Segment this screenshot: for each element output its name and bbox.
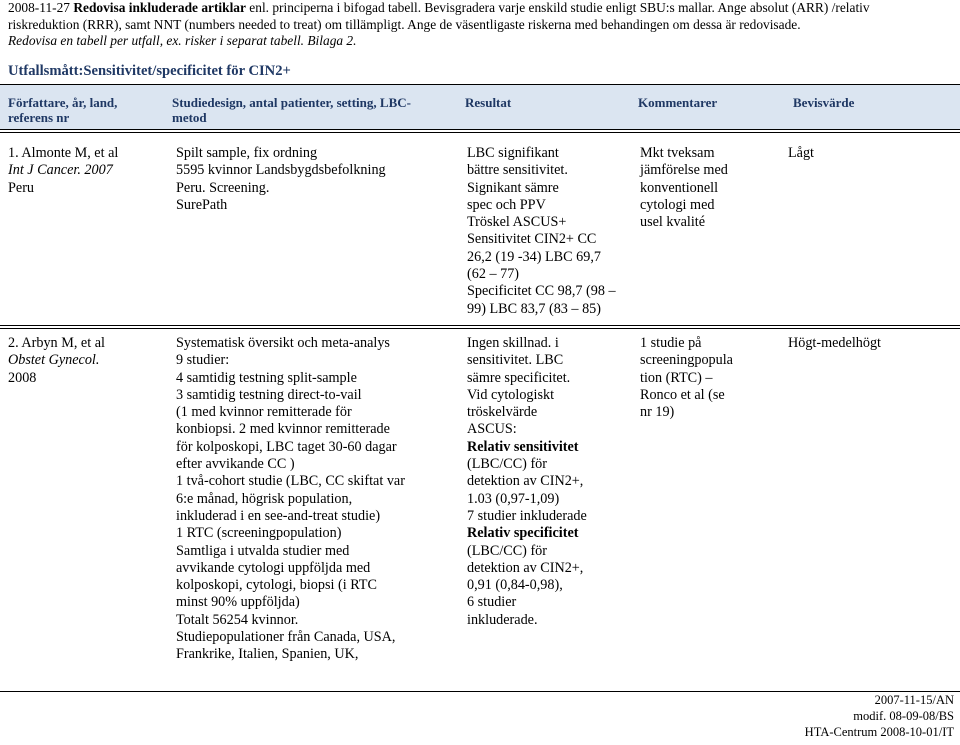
col-evidence-header: Bevisvärde [793, 95, 855, 110]
design-line: Spilt sample, fix ordning [176, 145, 318, 161]
result-line: 26,2 (19 -34) LBC 69,7 [467, 248, 601, 265]
design-line: avvikande cytologi uppföljda med [176, 559, 371, 576]
result-line: 0,91 (0,84-0,98), [467, 577, 563, 594]
footer-line: 2007-11-15/AN [874, 693, 954, 707]
author-line: 1. Almonte M, et al [8, 145, 119, 161]
author-line: 2008 [8, 369, 37, 386]
result-line: sensitivitet. LBC [467, 352, 564, 369]
section-title: Utfallsmått:Sensitivitet/specificitet för CIN2+ [8, 63, 291, 79]
footer-line: HTA-Centrum 2008-10-01/IT [804, 725, 954, 739]
comments-line: tion (RTC) – [640, 369, 713, 386]
result-line: Sensitivitet CIN2+ CC [467, 231, 597, 248]
comments-line: 1 studie på [640, 335, 702, 351]
result-line: 1.03 (0,97-1,09) [467, 490, 560, 507]
col-design-header [172, 96, 411, 125]
comments-line: cytologi med [640, 196, 715, 213]
design-line: Systematisk översikt och meta-analys [176, 335, 390, 351]
result-line: (LBC/CC) för [467, 542, 547, 559]
result-cell [467, 145, 616, 318]
comments-line: Mkt tveksam [640, 145, 715, 161]
table-header [0, 84, 960, 130]
col-comments-header: Kommentarer [638, 95, 718, 110]
result-line: Specificitet CC 98,7 (98 – [467, 283, 616, 300]
design-line: för kolposkopi, LBC taget 30-60 dagar [176, 438, 397, 455]
design-cell [176, 145, 386, 214]
evidence-cell [788, 335, 881, 352]
design-line: kolposkopi, cytologi, biopsi (i RTC [176, 577, 377, 594]
result-line: bättre sensitivitet. [467, 162, 568, 179]
instructions-line-3: Redovisa en tabell per utfall, ex. risker i separat tabell. Bilaga 2. [8, 33, 357, 48]
design-line: 1 RTC (screeningpopulation) [176, 525, 342, 542]
header-date: 2008-11-27 [8, 0, 70, 15]
design-line: 5595 kvinnor Landsbygdsbefolkning [176, 162, 386, 179]
design-line: Studiepopulationer från Canada, USA, [176, 629, 396, 646]
result-line: detektion av CIN2+, [467, 559, 584, 576]
result-cell [467, 335, 587, 629]
author-cell [8, 145, 118, 197]
result-line: 7 studier inkluderade [467, 507, 587, 524]
design-line: 9 studier: [176, 352, 230, 369]
result-line: ASCUS: [467, 421, 517, 438]
col-author-header [8, 96, 117, 125]
instructions-header [8, 0, 953, 50]
col-design-line2: metod [172, 109, 207, 125]
comments-line: screeningpopula [640, 352, 733, 369]
footer-stamp [805, 692, 954, 740]
design-line: (1 med kvinnor remitterade för [176, 404, 352, 421]
design-line: 4 samtidig testning split-sample [176, 369, 357, 386]
design-line: SurePath [176, 196, 228, 213]
result-line: Relativ sensitivitet [467, 438, 579, 455]
comments-cell [640, 335, 733, 421]
table-row [0, 132, 960, 326]
result-line: (62 – 77) [467, 266, 520, 283]
design-line: Frankrike, Italien, Spanien, UK, [176, 646, 359, 663]
author-line: 2. Arbyn M, et al [8, 335, 105, 351]
design-line: minst 90% uppföljda) [176, 594, 300, 611]
design-line: 6:e månad, högrisk population, [176, 490, 353, 507]
design-cell [176, 335, 405, 664]
table-row [0, 328, 960, 692]
author-line: Int J Cancer. 2007 [8, 162, 113, 179]
instructions-line-2: riskreduktion (RRR), samt NNT (numbers needed to treat) om tillämpligt. Ange de väsentligaste riskerna med behandingen om dessa är redovisade. [8, 16, 801, 32]
design-line: konbiopsi. 2 med kvinnor remitterade [176, 421, 390, 438]
design-line: inkluderad i en see-and-treat studie) [176, 507, 381, 524]
col-author-line1: Författare, år, land, [8, 95, 118, 110]
result-line: Tröskel ASCUS+ [467, 214, 567, 231]
footer-line: modif. 08-09-08/BS [853, 709, 954, 723]
design-line: efter avvikande CC ) [176, 456, 295, 473]
evidence-cell [788, 145, 814, 162]
result-line: 99) LBC 83,7 (83 – 85) [467, 300, 601, 317]
evidence-line: Lågt [788, 145, 814, 161]
col-result-header: Resultat [465, 95, 512, 110]
result-line: detektion av CIN2+, [467, 473, 584, 490]
comments-cell [640, 145, 728, 231]
header-line1-text: enl. principerna i bifogad tabell. Bevisgradera varje enskild studie enligt SBU:s mallar. Ange absolut (ARR) /relativ [245, 0, 870, 15]
header-bold-phrase: Redovisa inkluderade artiklar [73, 0, 246, 15]
comments-line: konventionell [640, 179, 719, 196]
design-line: Peru. Screening. [176, 179, 270, 196]
comments-line: Ronco et al (se [640, 386, 725, 403]
design-line: 3 samtidig testning direct-to-vail [176, 386, 362, 403]
result-line: spec och PPV [467, 196, 546, 213]
design-line: Samtliga i utvalda studier med [176, 542, 350, 559]
evidence-line: Högt-medelhögt [788, 335, 881, 351]
author-cell [8, 335, 105, 387]
result-line: LBC signifikant [467, 145, 559, 161]
result-line: Vid cytologiskt [467, 386, 555, 403]
design-line: Totalt 56254 kvinnor. [176, 611, 299, 628]
result-line: inkluderade. [467, 611, 538, 628]
result-line: 6 studier [467, 594, 517, 611]
result-line: Ingen skillnad. i [467, 335, 559, 351]
comments-line: jämförelse med [640, 162, 728, 179]
result-line: sämre specificitet. [467, 369, 571, 386]
instructions-line-1 [8, 0, 953, 17]
comments-line: usel kvalité [640, 214, 706, 231]
comments-line: nr 19) [640, 404, 675, 421]
design-line: 1 två-cohort studie (LBC, CC skiftat var [176, 473, 405, 490]
result-line: Relativ specificitet [467, 525, 579, 542]
col-design-line1: Studiedesign, antal patienter, setting, LBC- [172, 95, 411, 110]
col-author-line2: referens nr [8, 109, 70, 125]
author-line: Peru [8, 179, 35, 196]
author-line: Obstet Gynecol. [8, 352, 100, 369]
result-line: tröskelvärde [467, 404, 538, 421]
result-line: Signikant sämre [467, 179, 559, 196]
result-line: (LBC/CC) för [467, 456, 547, 473]
